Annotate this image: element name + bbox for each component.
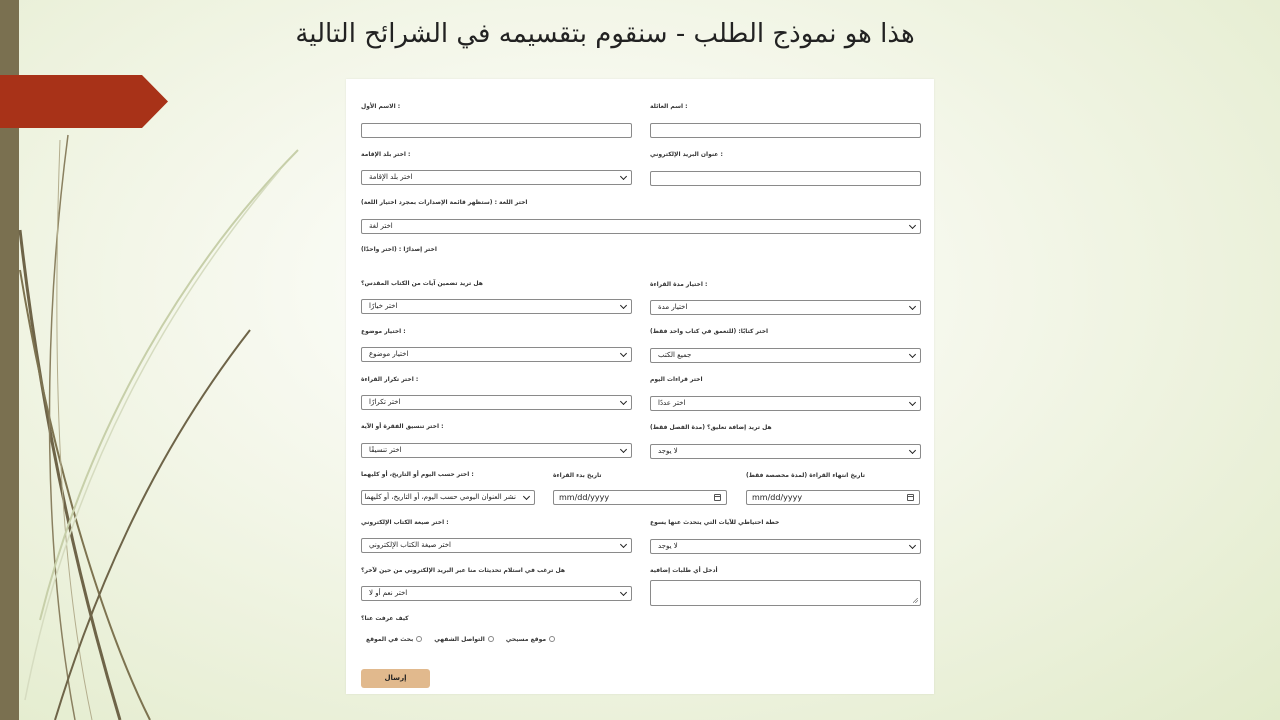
commentary-select[interactable]: لا يوجد — [650, 444, 921, 459]
bible-verses-label: هل تريد تضمين آيات من الكتاب المقدس؟ — [361, 280, 483, 287]
backup-plan-label: خطة احتياطي للآيات التي يتحدث عنها يسوع — [650, 519, 780, 526]
referral-radio-group — [366, 634, 555, 644]
book-label: اختر كتابًا: (للتعمق في كتاب واحد فقط) — [650, 328, 769, 335]
email-label: : عنوان البريد الإلكتروني — [650, 151, 723, 158]
country-label: : اختر بلد الإقامة — [361, 151, 411, 158]
topic-label: : اختيار موضوع — [361, 328, 406, 335]
calendar-icon[interactable] — [907, 494, 914, 501]
radio-circle-icon[interactable] — [416, 636, 422, 642]
title-mode-select[interactable]: نشر العنوان اليومي حسب اليوم، أو التاريخ، أو كليهما — [361, 490, 535, 505]
email-updates-label: هل ترغب في استلام تحديثات منا عبر البريد الإلكتروني من حين لآخر؟ — [361, 567, 566, 574]
book-select[interactable]: جميع الكتب — [650, 348, 921, 363]
title-mode-label: : اختر حسب اليوم أو التاريخ، أو كليهما — [361, 471, 474, 478]
country-select[interactable]: اختر بلد الإقامة — [361, 170, 632, 185]
end-date-value: mm/dd/yyyy — [752, 493, 803, 502]
version-label: اختر إصدارًا : (اختر واحدًا) — [361, 246, 437, 253]
repetition-select[interactable]: اختر تكرارًا — [361, 395, 632, 410]
daily-readings-select[interactable]: اختر عددًا — [650, 396, 921, 411]
start-date-value: mm/dd/yyyy — [559, 493, 610, 502]
ebook-format-label: : اختر صيغة الكتاب الإلكتروني — [361, 519, 449, 526]
radio-word-of-mouth[interactable] — [434, 634, 494, 644]
reading-duration-label: : اختيار مدة القراءة — [650, 281, 708, 288]
referral-label: كيف عرفت عنا؟ — [361, 615, 409, 622]
radio-site-search[interactable] — [366, 634, 422, 644]
end-date-label: تاريخ انتهاء القراءة (لمدة مخصصة فقط) — [746, 472, 865, 479]
reading-duration-select[interactable]: اختيار مدة — [650, 300, 921, 315]
email-updates-select[interactable]: اختر نعم أو لا — [361, 586, 632, 601]
bible-verses-select[interactable]: اختر خيارًا — [361, 299, 632, 314]
backup-plan-select[interactable]: لا يوجد — [650, 539, 921, 554]
start-date-input[interactable] — [553, 490, 727, 505]
slide-title: هذا هو نموذج الطلب - سنقوم بتقسيمه في الشرائح التالية — [295, 19, 915, 49]
radio-label: التواصل الشفهي — [434, 635, 485, 643]
verse-format-select[interactable]: اختر تنسيقًا — [361, 443, 632, 458]
first-name-input[interactable] — [361, 123, 632, 138]
first-name-label: : الاسم الأول — [361, 103, 401, 110]
radio-christian-site[interactable] — [506, 634, 555, 644]
commentary-label: هل تريد إضافة تعليق؟ (مدة الفصل فقط) — [650, 424, 772, 431]
additional-requests-textarea[interactable] — [650, 580, 921, 606]
submit-button[interactable]: إرسال — [361, 669, 430, 688]
resize-handle-icon[interactable] — [913, 598, 918, 603]
repetition-label: : اختر تكرار القراءة — [361, 376, 419, 383]
topic-select[interactable]: اختيار موضوع — [361, 347, 632, 362]
verse-format-label: : اختر تنسيق الفقرة أو الآية — [361, 423, 444, 430]
last-name-input[interactable] — [650, 123, 921, 138]
last-name-label: : اسم العائلة — [650, 103, 688, 110]
additional-requests-label: أدخل أي طلبات إضافية — [650, 567, 718, 574]
language-select[interactable]: اختر لغة — [361, 219, 921, 234]
language-label: اختر اللغة : (ستظهر قائمة الإصدارات بمجرد اختيار اللغة) — [361, 199, 528, 206]
radio-label: موقع مسيحي — [505, 635, 547, 643]
daily-readings-label: اختر قراءات اليوم — [650, 376, 703, 383]
calendar-icon[interactable] — [714, 494, 721, 501]
email-input[interactable] — [650, 171, 921, 186]
ebook-format-select[interactable]: اختر صيغة الكتاب الإلكتروني — [361, 538, 632, 553]
start-date-label: تاريخ بدء القراءة — [553, 472, 602, 479]
radio-label: بحث في الموقع — [366, 635, 414, 643]
end-date-input[interactable] — [746, 490, 920, 505]
red-arrow-shape — [0, 75, 168, 128]
radio-circle-icon[interactable] — [488, 636, 494, 642]
radio-circle-icon[interactable] — [549, 636, 555, 642]
